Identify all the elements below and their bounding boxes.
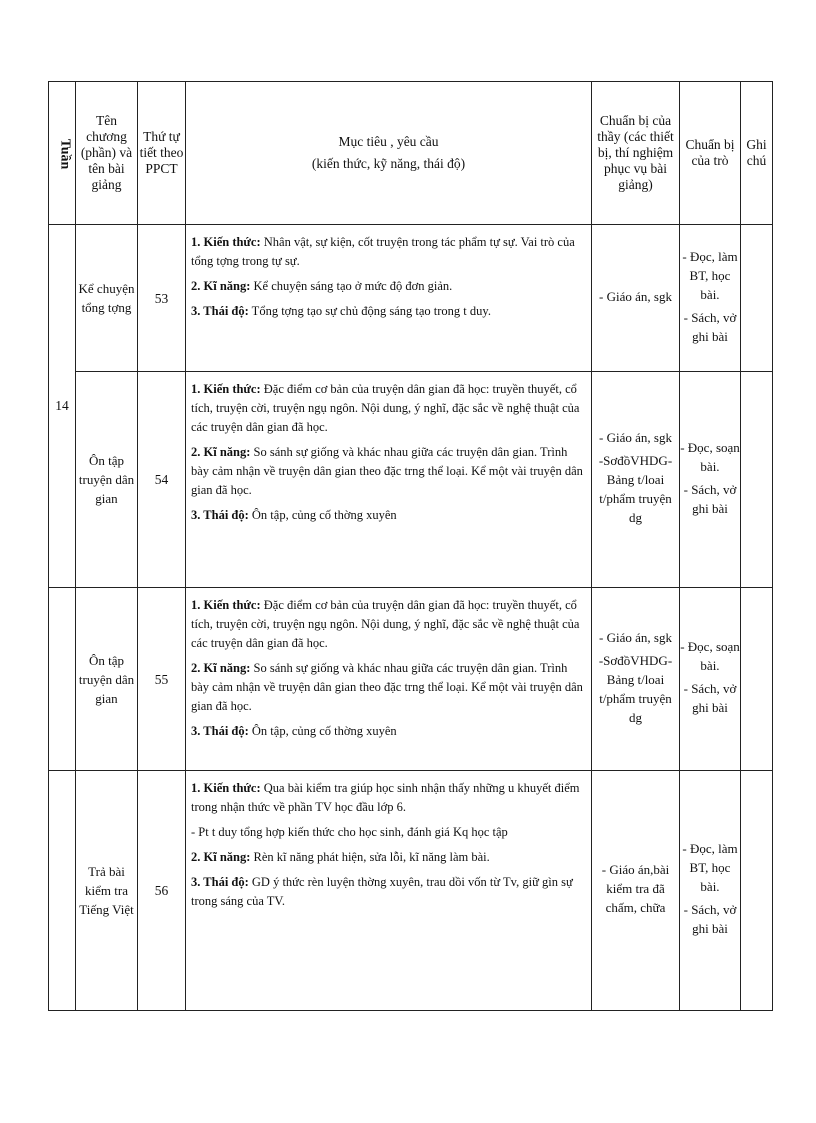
teacher-preparation: - Giáo án, sgk -SơđồVHDG-Bảng t/loai t/phẩm truyện dg bbox=[592, 588, 680, 771]
teacher-preparation: - Giáo án, sgk bbox=[592, 225, 680, 372]
lesson-title: Ôn tập truyện dân gian bbox=[76, 372, 138, 588]
table-row bbox=[49, 225, 773, 372]
table-row bbox=[49, 372, 773, 588]
objective-knowledge: 1. Kiến thức: Qua bài kiểm tra giúp học sinh nhận thấy những u khuyết điểm trong nhận thức về phần TV học đầu lớp 6. bbox=[191, 781, 580, 814]
period-number: 55 bbox=[138, 588, 186, 771]
header-muc-tieu-subtitle: (kiến thức, kỹ năng, thái độ) bbox=[311, 156, 466, 171]
objective-skills: 2. Kĩ năng: Kể chuyện sáng tạo ở mức độ đơn giản. bbox=[191, 279, 453, 293]
lesson-title: Ôn tập truyện dân gian bbox=[76, 588, 138, 771]
period-number: 54 bbox=[138, 372, 186, 588]
week-number: 14 bbox=[49, 225, 76, 588]
objectives bbox=[186, 372, 592, 588]
objective-knowledge: 1. Kiến thức: Đặc điểm cơ bản của truyện dân gian đã học: truyền thuyết, cổ tích, truyện cời, truyện ngụ ngôn. Nội dung, ý nghĩ, đặc sắc về nghệ thuật của các truyện dân gian đã học. bbox=[191, 382, 580, 434]
period-number: 53 bbox=[138, 225, 186, 372]
student-preparation: - Đọc, làm BT, học bài. - Sách, vở ghi bài bbox=[680, 225, 741, 372]
table-row bbox=[49, 588, 773, 771]
notes-cell bbox=[741, 225, 773, 372]
table-row bbox=[49, 771, 773, 1011]
teacher-preparation: - Giáo án,bài kiểm tra đã chấm, chữa bbox=[592, 771, 680, 1011]
header-muc-tieu-title: Mục tiêu , yêu cầu bbox=[338, 134, 439, 149]
objective-attitude: 3. Thái độ: Tổng tợng tạo sự chủ động sáng tạo trong t duy. bbox=[191, 304, 491, 318]
header-ghi-chu: Ghi chú bbox=[741, 82, 773, 225]
teacher-preparation: - Giáo án, sgk -SơđồVHDG-Bảng t/loai t/phẩm truyện dg bbox=[592, 372, 680, 588]
period-number: 56 bbox=[138, 771, 186, 1011]
objective-knowledge: 1. Kiến thức: Đặc điểm cơ bản của truyện dân gian đã học: truyền thuyết, cổ tích, truyện cời, truyện ngụ ngôn. Nội dung, ý nghĩ, đặc sắc về nghệ thuật của các truyện dân gian đã học. bbox=[191, 598, 580, 650]
objective-attitude: 3. Thái độ: GD ý thức rèn luyện thờng xuyên, trau dồi vốn từ Tv, giữ gìn sự trong sáng của TV. bbox=[191, 875, 573, 908]
notes-cell bbox=[741, 588, 773, 771]
objectives bbox=[186, 225, 592, 372]
header-row bbox=[49, 82, 773, 225]
lesson-title: Kể chuyện tổng tợng bbox=[76, 225, 138, 372]
notes-cell bbox=[741, 771, 773, 1011]
header-ten-chuong: Tên chương (phần) và tên bài giảng bbox=[76, 82, 138, 225]
student-preparation: - Đọc, làm BT, học bài. - Sách, vở ghi bài bbox=[680, 771, 741, 1011]
week-cell-empty bbox=[49, 588, 76, 771]
student-preparation: - Đọc, soạn bài. - Sách, vở ghi bài bbox=[680, 372, 741, 588]
week-cell-empty bbox=[49, 771, 76, 1011]
objective-skills: 2. Kĩ năng: Rèn kĩ năng phát hiện, sửa lỗi, kĩ năng làm bài. bbox=[191, 850, 490, 864]
objective-attitude: 3. Thái độ: Ôn tập, củng cố thờng xuyên bbox=[191, 724, 397, 738]
objectives bbox=[186, 588, 592, 771]
lesson-title: Trả bài kiểm tra Tiếng Việt bbox=[76, 771, 138, 1011]
header-chuan-bi-thay: Chuẩn bị của thầy (các thiết bị, thí nghiệm phục vụ bài giảng) bbox=[592, 82, 680, 225]
header-muc-tieu bbox=[186, 82, 592, 225]
header-tuan bbox=[49, 82, 76, 225]
header-chuan-bi-tro: Chuẩn bị của trò bbox=[680, 82, 741, 225]
objective-skills: 2. Kĩ năng: So sánh sự giống và khác nhau giữa các truyện dân gian. Trình bày cảm nhận về truyện dân gian theo đặc trng thể loại. Kể một vài truyện dân gian đã học. bbox=[191, 445, 583, 497]
notes-cell bbox=[741, 372, 773, 588]
header-tuan-label: Tuần bbox=[57, 138, 73, 169]
header-thu-tu-tiet: Thứ tự tiết theo PPCT bbox=[138, 82, 186, 225]
lesson-plan-table bbox=[48, 81, 773, 1011]
objectives bbox=[186, 771, 592, 1011]
student-preparation: - Đọc, soạn bài. - Sách, vở ghi bài bbox=[680, 588, 741, 771]
objective-extra: - Pt t duy tổng hợp kiến thức cho học sinh, đánh giá Kq học tập bbox=[191, 825, 508, 839]
objective-attitude: 3. Thái độ: Ôn tập, củng cố thờng xuyên bbox=[191, 508, 397, 522]
objective-skills: 2. Kĩ năng: So sánh sự giống và khác nhau giữa các truyện dân gian. Trình bày cảm nhận về truyện dân gian theo đặc trng thể loại. Kể một vài truyện dân gian đã học. bbox=[191, 661, 583, 713]
objective-knowledge: 1. Kiến thức: Nhân vật, sự kiện, cốt truyện trong tác phẩm tự sự. Vai trò của tổng tợng trong tự sự. bbox=[191, 235, 575, 268]
